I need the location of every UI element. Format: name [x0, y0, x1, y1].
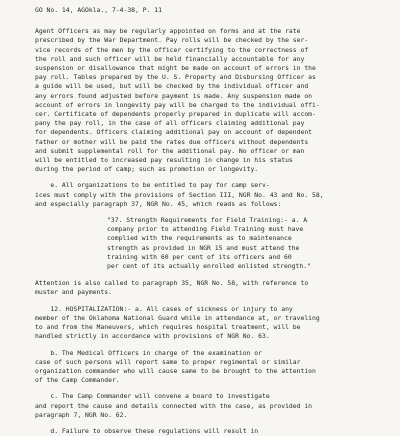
text-line: d. Failure to observe these regulations will result in	[35, 426, 259, 435]
text-line: strength as provided in NGR 15 and must attend the	[107, 243, 300, 252]
text-line: father or mother will be paid the rates due officers without dependents	[35, 137, 309, 146]
text-line: case of such persons will report same to proper regimental or similar	[35, 357, 301, 366]
text-line: ices must comply with the provisions of Section III, NGR No. 43 and No. 58,	[35, 190, 324, 199]
text-line: and especially paragraph 37, NGR No. 45, which reads as follows:	[35, 199, 282, 208]
text-line: vice records of the men by the officer certifying to the correctness of	[35, 45, 309, 54]
text-line: a guide will be used, but will be checked by the individual officer and	[35, 82, 309, 91]
text-line: member of the Oklahoma National Guard while in attendance at, or traveling	[35, 313, 320, 322]
text-line: will be entitled to increased pay resulting in change in his status	[35, 156, 293, 165]
text-line: cer. Certificate of dependents properly prepared in duplicate will accom-	[35, 110, 316, 119]
paragraph-p5	[35, 349, 360, 386]
text-line: and submit supplemental roll for the additional pay. No officer or man	[35, 146, 305, 155]
paragraph-p6	[35, 392, 360, 420]
document-header: GO No. 14, AGOkla., 7-4-38, P. 11	[35, 6, 162, 14]
text-line: e. All organizations to be entitled to pay for camp serv-	[35, 181, 270, 190]
paragraph-p4	[35, 305, 360, 342]
text-line: complied with the requirements as to maintenance	[107, 234, 292, 243]
text-line: pany the pay roll, in the case of all officers claiming additional pay	[35, 119, 305, 128]
text-line: handled strictly in accordance with provisions of NGR No. 63.	[35, 332, 270, 341]
text-line: Agent Officers as may be regularly appointed on forms and at the rate	[35, 27, 301, 36]
text-line: suspension or disallowance that might be made on account of errors in the	[35, 64, 316, 73]
text-line: muster and payments.	[35, 288, 112, 297]
text-line: account of errors in longevity pay will be charged to the individual offi-	[35, 100, 320, 109]
text-line: "37. Strength Requirements for Field Training:- a. A	[107, 216, 308, 225]
text-line: during the period of camp; such as promotion or longevity.	[35, 165, 259, 174]
text-line: paragraph 7, NGR No. 62.	[35, 410, 128, 419]
paragraph-p1	[35, 27, 360, 174]
text-line: the roll and such officer will be held financially accountable for any	[35, 54, 305, 63]
paragraph-p3	[35, 279, 360, 297]
text-line: 12. HOSPITALIZATION:- a. All cases of sickness or injury to any	[35, 304, 293, 313]
document-body	[35, 27, 360, 436]
text-line: training with 60 per cent of its officers and 60	[107, 252, 292, 261]
text-line: per cent of its actually enrolled enlisted strength."	[107, 262, 311, 271]
text-line: for dependents. Officers claiming additional pay on account of dependent	[35, 128, 313, 137]
text-line: pay roll. Tables prepared by the U. S. Property and Disbursing Officer as	[35, 73, 316, 82]
text-line: prescribed by the War Department. Pay rolls will be checked by the ser-	[35, 36, 309, 45]
text-line: Attention is also called to paragraph 35, NGR No. 58, with reference to	[35, 279, 309, 288]
quoted-regulation	[107, 216, 332, 271]
paragraph-p2	[35, 181, 360, 209]
text-line: to and from the Maneuvers, which requires hospital treatment, will be	[35, 323, 301, 332]
text-line: c. The Camp Commander will convene a board to investigate	[35, 392, 270, 401]
text-line: and report the cause and details connected with the case, as provided in	[35, 401, 313, 410]
paragraph-p7	[35, 427, 360, 436]
text-line: b. The Medical Officers in charge of the examination or	[35, 348, 263, 357]
text-line: organization commander who will cause same to be brought to the attention	[35, 366, 316, 375]
text-line: any errors found adjusted before payment is made. Any suspension made on	[35, 91, 313, 100]
text-line: company prior to attending Field Training must have	[107, 225, 304, 234]
text-line: of the Camp Commander.	[35, 376, 120, 385]
